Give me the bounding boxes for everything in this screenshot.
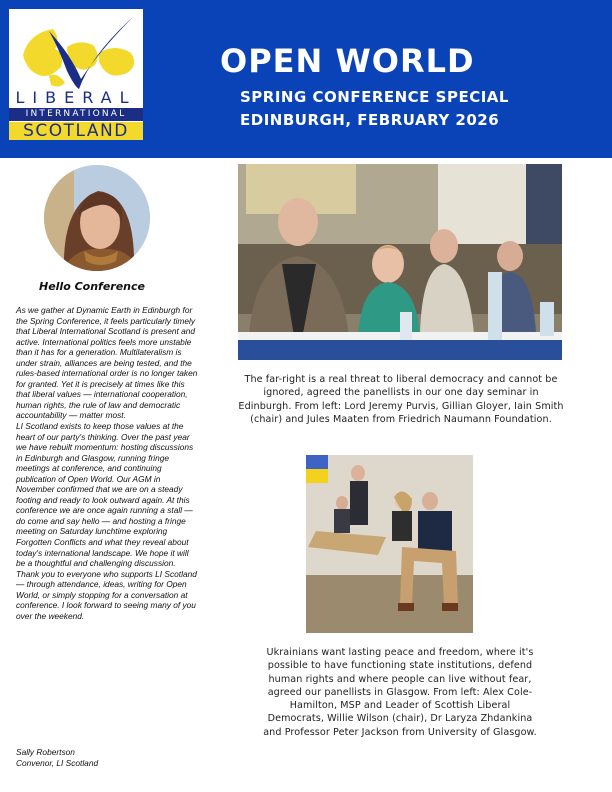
avatar: [44, 165, 150, 271]
edinburgh-photo-caption: The far-right is a real threat to liberal democracy and cannot be ignored, agreed the panellists in our one day seminar in Edinburgh. From left: Lord Jeremy Purvis, Gillian Gloyer, Iain Smith (chair) and Jules Maaten from Friedrich Naumann Foundation.: [238, 374, 564, 425]
logo-word-scotland: SCOTLAND: [9, 122, 143, 140]
signature-title: Convenor, LI Scotland: [16, 758, 99, 768]
issue-date: EDINBURGH, FEBRUARY 2026: [240, 111, 500, 129]
signature-name: Sally Robertson: [16, 747, 75, 757]
logo-word-international: INTERNATIONAL: [9, 108, 143, 121]
glasgow-panel-photo: [306, 455, 473, 633]
letter-paragraph: As we gather at Dynamic Earth in Edinburgh for the Spring Conference, it feels particularly timely that Liberal International Scotland is present and active. International politics feels more unstable than it has for a generation. Multilateralism is under strain, alliances are being tested, and the rules-based international order is no longer taken for granted. Yet it is precisely at times like this that liberal values — international cooperation, human rights, the rule of law and democratic accountability — matter most.: [16, 305, 198, 421]
li-scotland-logo: [9, 9, 143, 140]
panel-photo-icon: [306, 455, 473, 633]
edinburgh-panel-photo: [238, 164, 562, 360]
masthead: [0, 0, 612, 158]
issue-subtitle: SPRING CONFERENCE SPECIAL: [240, 88, 509, 106]
author-portrait-icon: [44, 165, 150, 271]
letter-paragraph: Thank you to everyone who supports LI Scotland — through attendance, ideas, writing for Open World, or simply stopping for a conversation at conference. I look forward to seeing many of you over the weekend.: [16, 568, 197, 621]
convenor-letter: [16, 305, 198, 621]
glasgow-photo-caption: Ukrainians want lasting peace and freedom, where it's possible to have functioning state institutions, defend human rights and where people can live without fear, agreed our panellists in Glasgow. From left: Alex Cole-Hamilton, MSP and Leader of Scottish Liberal Democrats, Willie Wilson (chair), Dr Laryza Zhdankina and Professor Peter Jackson from University of Glasgow.: [263, 647, 537, 738]
letter-paragraph: LI Scotland exists to keep those values at the heart of our party's thinking. Over the past year we have rebuilt momentum: hosting discussions in Edinburgh and Glasgow, running fringe meetings at conference, and continuing publication of Open World. Our AGM in November confirmed that we are on a steady footing and ready to look outward again. At this conference we are once again running a stall — do come and say hello — and hosting a fringe meeting on Saturday lunchtime exploring Forgotten Conflicts and what they reveal about today's international landscape. We hope it will be a thoughtful and challenging discussion.: [16, 421, 194, 569]
publication-title: OPEN WORLD: [220, 42, 475, 80]
logo-word-liberal: LIBERAL: [15, 88, 137, 107]
letter-greeting: Hello Conference: [39, 280, 145, 293]
panel-photo-icon: [238, 164, 562, 360]
